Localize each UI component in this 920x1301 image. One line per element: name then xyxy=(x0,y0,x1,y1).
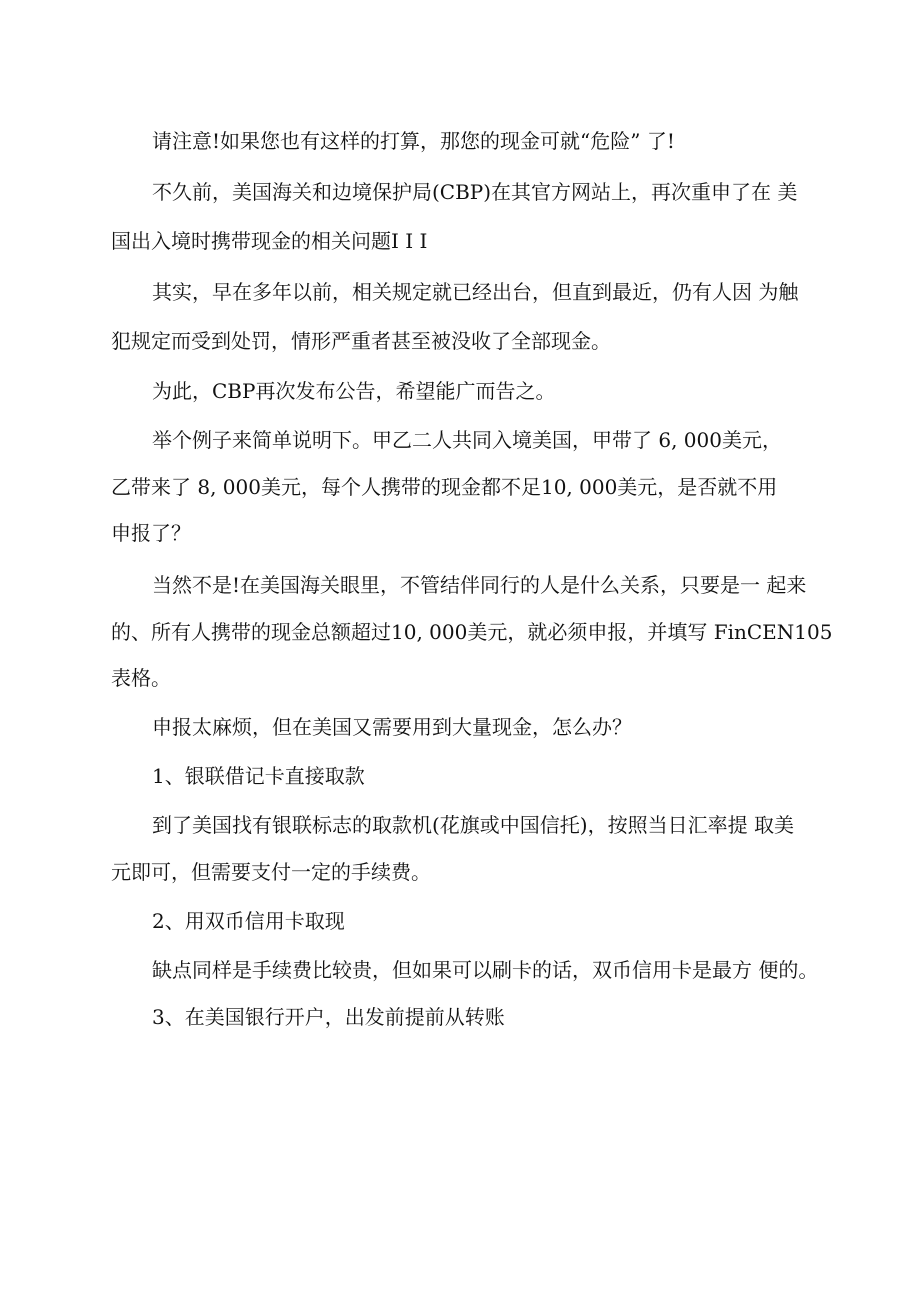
paragraph-line: 举个例子来简单说明下。甲乙二人共同入境美国，甲带了 6, 000美元， xyxy=(152,428,782,452)
paragraph-line: 其实，早在多年以前，相关规定就已经出台，但直到最近，仍有人因 为触 xyxy=(152,280,799,304)
paragraph-line: 为此，CBP再次发布公告，希望能广而告之。 xyxy=(152,379,556,403)
list-heading: 3、在美国银行开户，出发前提前从转账 xyxy=(152,1005,505,1029)
paragraph-line: 元即可，但需要支付一定的手续费。 xyxy=(111,860,431,884)
paragraph-line: 乙带来了 8, 000美元，每个人携带的现金都不足10, 000美元，是否就不用 xyxy=(111,475,778,499)
paragraph-line: 申报了？ xyxy=(111,521,191,545)
paragraph-line: 缺点同样是手续费比较贵，但如果可以刷卡的话，双币信用卡是最方 便的。 xyxy=(152,958,819,982)
paragraph-line: 申报太麻烦，但在美国又需要用到大量现金，怎么办？ xyxy=(152,715,632,739)
paragraph-line: 表格。 xyxy=(111,666,171,690)
paragraph-line: 犯规定而受到处罚，情形严重者甚至被没收了全部现金。 xyxy=(111,329,611,353)
paragraph-line: 国出入境时携带现金的相关问题I I I xyxy=(111,229,428,253)
paragraph-line: 到了美国找有银联标志的取款机(花旗或中国信托)，按照当日汇率提 取美 xyxy=(152,813,794,837)
paragraph-line: 不久前，美国海关和边境保护局(CBP)在其官方网站上，再次重申了在 美 xyxy=(152,180,798,204)
list-heading: 2、用双币信用卡取现 xyxy=(152,909,345,933)
paragraph-line: 请注意!如果您也有这样的打算，那您的现金可就“危险” 了! xyxy=(152,129,675,153)
paragraph-line: 当然不是!在美国海关眼里，不管结伴同行的人是什么关系，只要是一 起来 xyxy=(152,573,807,597)
paragraph-line: 的、所有人携带的现金总额超过10, 000美元，就必须申报，并填写 FinCEN105 xyxy=(111,620,833,644)
list-heading: 1、银联借记卡直接取款 xyxy=(152,764,365,788)
